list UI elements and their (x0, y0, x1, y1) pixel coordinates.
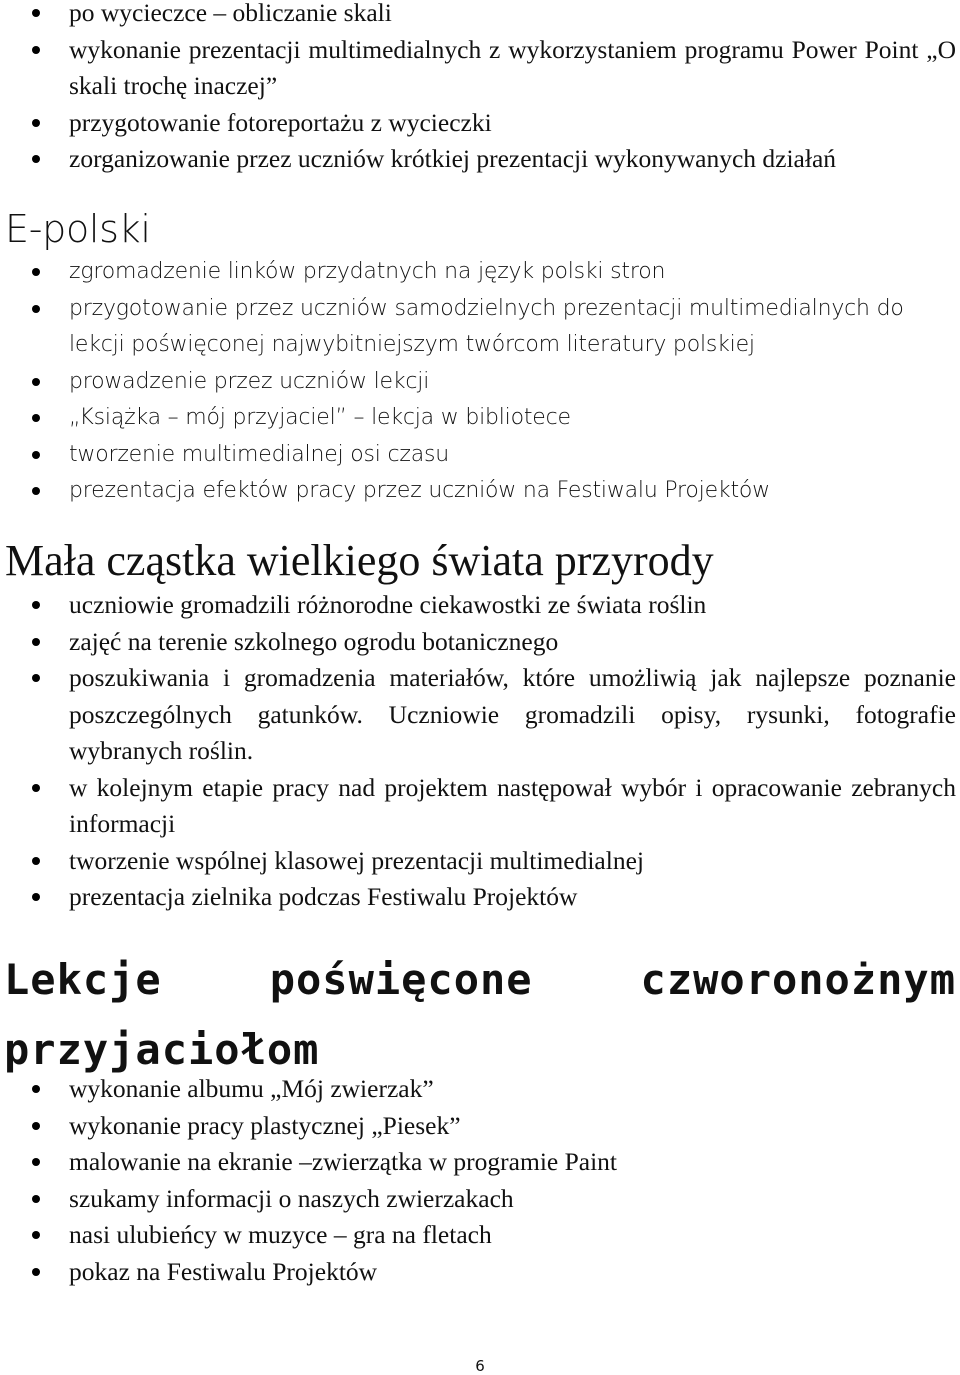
bullet-icon (32, 414, 40, 422)
bullet-icon (32, 451, 40, 459)
bullet-icon (32, 1268, 40, 1276)
bullet-icon (32, 119, 40, 127)
list-item: wykonanie albumu „Mój zwierzak” (0, 1071, 960, 1108)
list-item: przygotowanie przez uczniów samodzielnych prezentacji multimedialnych do lekcji poświęconej najwybitniejszym twórcom literatury polskiej (0, 291, 960, 364)
list-item: prezentacja zielnika podczas Festiwalu Projektów (0, 879, 960, 916)
list-item: tworzenie multimedialnej osi czasu (0, 437, 960, 474)
lekcje-bullet-list (0, 1071, 960, 1290)
page-number: 6 (475, 1357, 485, 1375)
bullet-icon (32, 1231, 40, 1239)
list-item: poszukiwania i gromadzenia materiałów, które umożliwią jak najlepsze poznanie poszczególnych gatunków. Uczniowie gromadzili opisy, rysunki, fotografie wybranych roślin. (0, 660, 960, 770)
epolski-bullet-list (0, 254, 960, 510)
list-item: prowadzenie przez uczniów lekcji (0, 364, 960, 401)
bullet-icon (32, 155, 40, 163)
list-item: zajęć na terenie szkolnego ogrodu botanicznego (0, 624, 960, 661)
bullet-icon (32, 1195, 40, 1203)
bullet-icon (32, 638, 40, 646)
list-item: prezentacja efektów pracy przez uczniów na Festiwalu Projektów (0, 473, 960, 510)
list-item: malowanie na ekranie –zwierzątka w programie Paint (0, 1144, 960, 1181)
list-item: zorganizowanie przez uczniów krótkiej prezentacji wykonywanych działań (0, 141, 960, 178)
bullet-icon (32, 1085, 40, 1093)
list-item: wykonanie pracy plastycznej „Piesek” (0, 1108, 960, 1145)
list-item: przygotowanie fotoreportażu z wycieczki (0, 105, 960, 142)
bullet-icon (32, 893, 40, 901)
mala-heading: Mała cząstka wielkiego świata przyrody (5, 536, 714, 585)
intro-bullet-list (0, 0, 960, 178)
bullet-icon (32, 674, 40, 682)
list-item: wykonanie prezentacji multimedialnych z wykorzystaniem programu Power Point „O skali trochę inaczej” (0, 32, 960, 105)
list-item: pokaz na Festiwalu Projektów (0, 1254, 960, 1291)
bullet-icon (32, 305, 40, 313)
list-item: po wycieczce – obliczanie skali (0, 0, 960, 32)
bullet-icon (32, 487, 40, 495)
bullet-icon (32, 857, 40, 865)
lekcje-heading: Lekcje poświęcone czworonożnym przyjaciołom (4, 955, 956, 1074)
list-item: tworzenie wspólnej klasowej prezentacji multimedialnej (0, 843, 960, 880)
list-item: zgromadzenie linków przydatnych na język polski stron (0, 254, 960, 291)
bullet-icon (32, 268, 40, 276)
bullet-icon (32, 378, 40, 386)
bullet-icon (32, 9, 40, 17)
bullet-icon (32, 784, 40, 792)
list-item: uczniowie gromadzili różnorodne ciekawostki ze świata roślin (0, 587, 960, 624)
list-item: w kolejnym etapie pracy nad projektem następował wybór i opracowanie zebranych informacji (0, 770, 960, 843)
list-item: nasi ulubieńcy w muzyce – gra na fletach (0, 1217, 960, 1254)
bullet-icon (32, 1158, 40, 1166)
list-item: „Książka – mój przyjaciel” – lekcja w bibliotece (0, 400, 960, 437)
list-item: szukamy informacji o naszych zwierzakach (0, 1181, 960, 1218)
mala-bullet-list (0, 587, 960, 916)
bullet-icon (32, 1122, 40, 1130)
bullet-icon (32, 46, 40, 54)
bullet-icon (32, 601, 40, 609)
epolski-heading: E-polski (5, 207, 151, 251)
